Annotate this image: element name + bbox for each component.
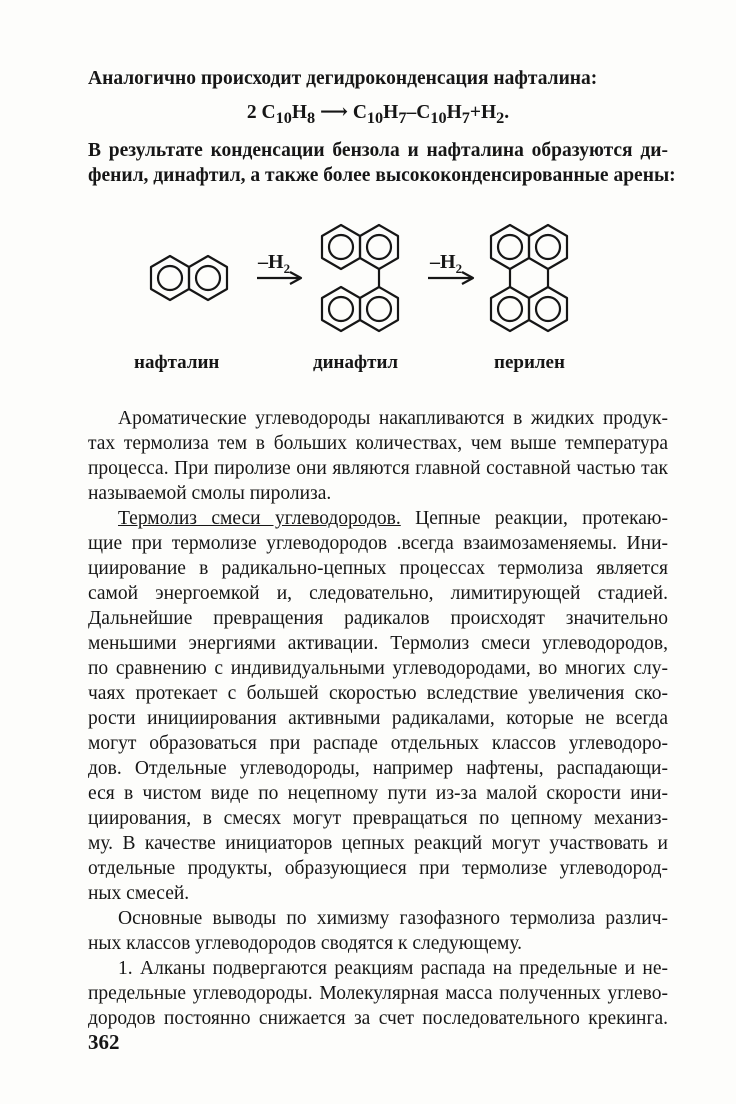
reaction-equation: 2 $C_{10}H_8$ ⟶ $C_{10}H_7-C_{10}H_7+H_2$. (246, 102, 510, 127)
paragraph-line: самой энергоемкой и, следовательно, лимитирующей стадией. (88, 583, 668, 604)
paragraph-line: предельные углеводороды. Молекулярная масса полученных углево- (88, 983, 668, 1004)
paragraph-line: циирования, в смесях могут превращаться по цепному механиз- (88, 808, 668, 829)
paragraph-line: циирование в радикально-цепных процессах термолиза является (88, 558, 668, 579)
paragraph-line: Основные выводы по химизму газофазного термолиза различ- (118, 908, 668, 929)
paragraph-line: дов. Отдельные углеводороды, например нафтены, распадающи- (88, 758, 668, 779)
arrow-1 (257, 272, 301, 284)
paragraph-line: чаях протекает с большей скоростью вследствие увеличения ско- (88, 683, 668, 704)
condensation-line: фенил, динафтил, а также более высококонденсированные арены: (88, 165, 676, 186)
section-heading: Термолиз смеси углеводородов. (118, 508, 401, 529)
arrow-1-label: $-H_2$ (258, 251, 291, 276)
arrow-2-label: $-H_2$ (430, 251, 463, 276)
paragraph-line: щие при термолизе углеводородов .всегда взаимозаменяемы. Ини- (88, 533, 668, 554)
paragraph-line: Дальнейшие превращения радикалов происходят значительно (88, 608, 668, 629)
naphthalene-structure (151, 256, 227, 300)
reaction-scheme (0, 0, 736, 400)
condensation-line: В результате конденсации бензола и нафталина образуются ди- (88, 140, 668, 161)
compound-label-naphthalene: нафталин (134, 352, 220, 373)
compound-label-dinaphthyl: динафтил (313, 352, 399, 373)
paragraph-line: меньшими энергиями активации. Термолиз смеси углеводородов, (88, 633, 668, 654)
page-number: 362 (88, 1030, 120, 1054)
paragraph-line: тах термолиза тем в больших количествах, чем выше температура (88, 433, 668, 454)
arrow-2 (428, 272, 473, 284)
intro-line: Аналогично происходит дегидроконденсация нафталина: (88, 68, 598, 89)
paragraph-line: называемой смолы пиролиза. (88, 483, 332, 504)
paragraph-line: Ароматические углеводороды накапливаются в жидких продук- (118, 408, 668, 429)
paragraph-line: дородов постоянно снижается за счет последовательного крекинга. (88, 1008, 668, 1029)
paragraph-line: му. В качестве инициаторов цепных реакций могут участвовать и (88, 833, 668, 854)
perylene-structure (491, 225, 567, 331)
paragraph-line: ных смесей. (88, 883, 190, 904)
paragraph-line: процесса. При пиролизе они являются главной составной частью так (88, 458, 668, 479)
dinaphthyl-structure (322, 225, 398, 331)
paragraph-line: могут образоваться при распаде отдельных классов углеводоро- (88, 733, 668, 754)
paragraph-line: рости инициирования активными радикалами, которые не всегда (88, 708, 668, 729)
paragraph-line: Термолиз смеси углеводородов. Цепные реакции, протекаю- (118, 508, 668, 529)
paragraph-line: ных классов углеводородов сводятся к следующему. (88, 933, 523, 954)
paragraph-line: отдельные продукты, образующиеся при термолизе углеводород- (88, 858, 668, 879)
paragraph-line: 1. Алканы подвергаются реакциям распада на предельные и не- (118, 958, 668, 979)
compound-label-perylene: перилен (494, 352, 565, 373)
paragraph-line: еся в чистом виде по нецепному пути из-за малой скорости ини- (88, 783, 668, 804)
paragraph-line: по сравнению с индивидуальными углеводородами, во многих слу- (88, 658, 668, 679)
